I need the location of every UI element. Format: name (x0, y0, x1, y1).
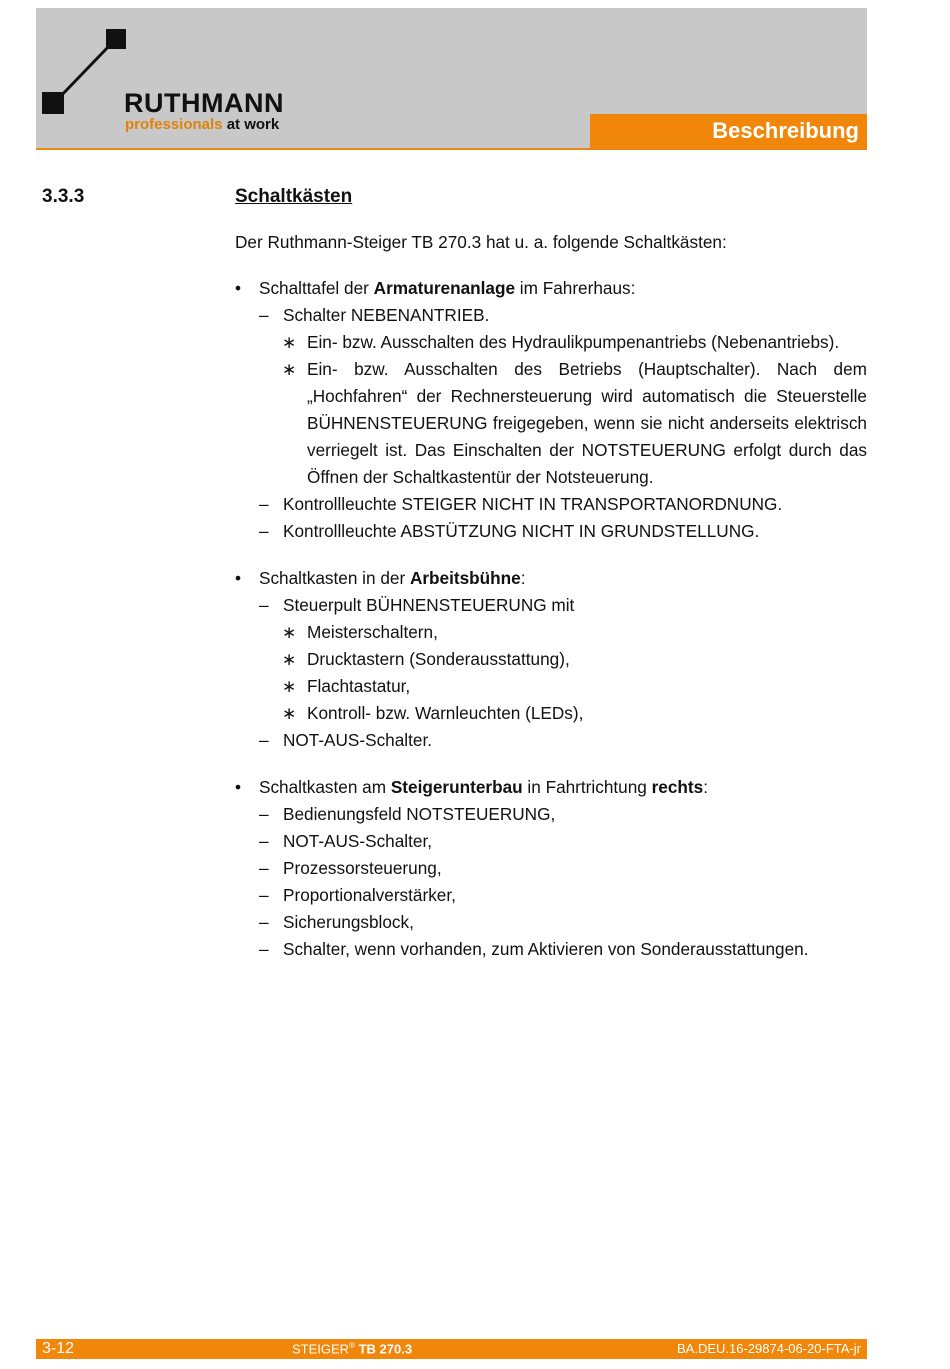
dash-item (235, 882, 867, 909)
item-text: Kontroll- bzw. Warnleuchten (LEDs), (307, 703, 584, 723)
item-text: Prozessorsteuerung, (283, 858, 442, 878)
dash-item (235, 518, 867, 545)
star-mark: ∗ (282, 703, 297, 723)
dash-mark: – (259, 305, 269, 325)
dash-mark: – (259, 804, 269, 824)
dash-item (235, 491, 867, 518)
content (235, 229, 867, 983)
star-item (235, 700, 867, 727)
star-item (235, 619, 867, 646)
item-text: NOT-AUS-Schalter. (283, 730, 432, 750)
star-mark: ∗ (282, 622, 297, 642)
control-box-group (235, 275, 867, 545)
dash-mark: – (259, 521, 269, 541)
item-text: Meisterschaltern, (307, 622, 438, 642)
item-text: Kontrollleuchte STEIGER NICHT IN TRANSPORTANORDNUNG. (283, 494, 783, 514)
item-text: Bedienungsfeld NOTSTEUERUNG, (283, 804, 556, 824)
bullet-text: in Fahrtrichtung (522, 777, 652, 797)
dash-mark: – (259, 885, 269, 905)
document-id: BA.DEU.16-29874-06-20-FTA-jr (677, 1341, 861, 1356)
star-item (235, 329, 867, 356)
star-mark: ∗ (282, 359, 297, 379)
tagline-professionals: professionals (125, 116, 223, 133)
bullet-text: Schalttafel der (259, 278, 374, 298)
star-mark: ∗ (282, 332, 297, 352)
brand-tagline (125, 116, 279, 133)
item-text: Proportionalverstärker, (283, 885, 456, 905)
brand-name: RUTHMANN (124, 88, 284, 118)
product-name (292, 1341, 412, 1356)
dash-item (235, 855, 867, 882)
bullet-item (235, 774, 867, 801)
dash-mark: – (259, 730, 269, 750)
dash-item (235, 727, 867, 754)
bullet-mark: • (235, 777, 242, 797)
page-footer (36, 1339, 867, 1359)
bullet-item (235, 275, 867, 302)
star-item (235, 356, 867, 491)
item-text: Steuerpult BÜHNENSTEUERUNG mit (283, 595, 575, 615)
bullet-mark: • (235, 568, 242, 588)
control-box-group (235, 565, 867, 754)
bullet-mark: • (235, 278, 242, 298)
bullet-emphasis: Steigerunterbau (390, 777, 523, 797)
header-rule (36, 148, 867, 150)
control-box-list (235, 275, 867, 963)
bullet-text: Schaltkasten in der (259, 568, 410, 588)
bullet-emphasis: Arbeitsbühne (409, 568, 521, 588)
star-mark: ∗ (282, 649, 297, 669)
dash-mark: – (259, 912, 269, 932)
bullet-text: : (703, 777, 708, 797)
registered-mark: ® (349, 1341, 355, 1350)
ruthmann-logo-mark-icon (40, 26, 130, 118)
dash-item (235, 936, 867, 963)
item-text: Flachtastatur, (307, 676, 411, 696)
item-text: Drucktastern (Sonderausstattung), (307, 649, 570, 669)
bullet-text: im Fahrerhaus: (515, 278, 636, 298)
item-text: Ein- bzw. Ausschalten des Hydraulikpumpenantriebs (Nebenantriebs). (307, 332, 840, 352)
dash-mark: – (259, 939, 269, 959)
dash-item (235, 801, 867, 828)
control-box-group (235, 774, 867, 963)
product-model: TB 270.3 (358, 1341, 413, 1357)
item-text: Schalter, wenn vorhanden, zum Aktivieren von Sonderausstattungen. (283, 939, 809, 959)
intro-text: Der Ruthmann-Steiger TB 270.3 hat u. a. folgende Schaltkästen: (235, 232, 727, 252)
bullet-emphasis: Armaturenanlage (373, 278, 516, 298)
tagline-at-work: at work (226, 116, 280, 133)
dash-mark: – (259, 858, 269, 878)
bullet-text: Schaltkasten am (259, 777, 391, 797)
bullet-item (235, 565, 867, 592)
dash-item (235, 909, 867, 936)
dash-item (235, 302, 867, 329)
item-text: NOT-AUS-Schalter, (283, 831, 432, 851)
dash-item (235, 592, 867, 619)
dash-mark: – (259, 595, 269, 615)
item-text: Ein- bzw. Ausschalten des Betriebs (Hauptschalter). Nach dem „Hochfahren“ der Rechnersteuerung wird automatisch die Steuerstelle BÜHNENSTEUERUNG freigegeben, wenn sie nicht anderseits elektrisch verriegelt ist. Das Einschalten der NOTSTEUERUNG erfolgt durch das Öffnen der Schaltkastentür der Notsteuerung. (307, 359, 867, 487)
star-item (235, 646, 867, 673)
page-number: 3-12 (42, 1340, 75, 1357)
section-number: 3.3.3 (42, 186, 85, 207)
section-title: Schaltkästen (235, 186, 353, 207)
item-text: Kontrollleuchte ABSTÜTZUNG NICHT IN GRUNDSTELLUNG. (283, 521, 760, 541)
product-prefix: STEIGER (292, 1341, 350, 1357)
section-tab: Beschreibung (590, 114, 867, 150)
star-mark: ∗ (282, 676, 297, 696)
item-text: Schalter NEBENANTRIEB. (283, 305, 490, 325)
dash-mark: – (259, 831, 269, 851)
bullet-emphasis: rechts (651, 777, 704, 797)
item-text: Sicherungsblock, (283, 912, 414, 932)
bullet-text: : (520, 568, 526, 588)
dash-mark: – (259, 494, 269, 514)
dash-item (235, 828, 867, 855)
star-item (235, 673, 867, 700)
